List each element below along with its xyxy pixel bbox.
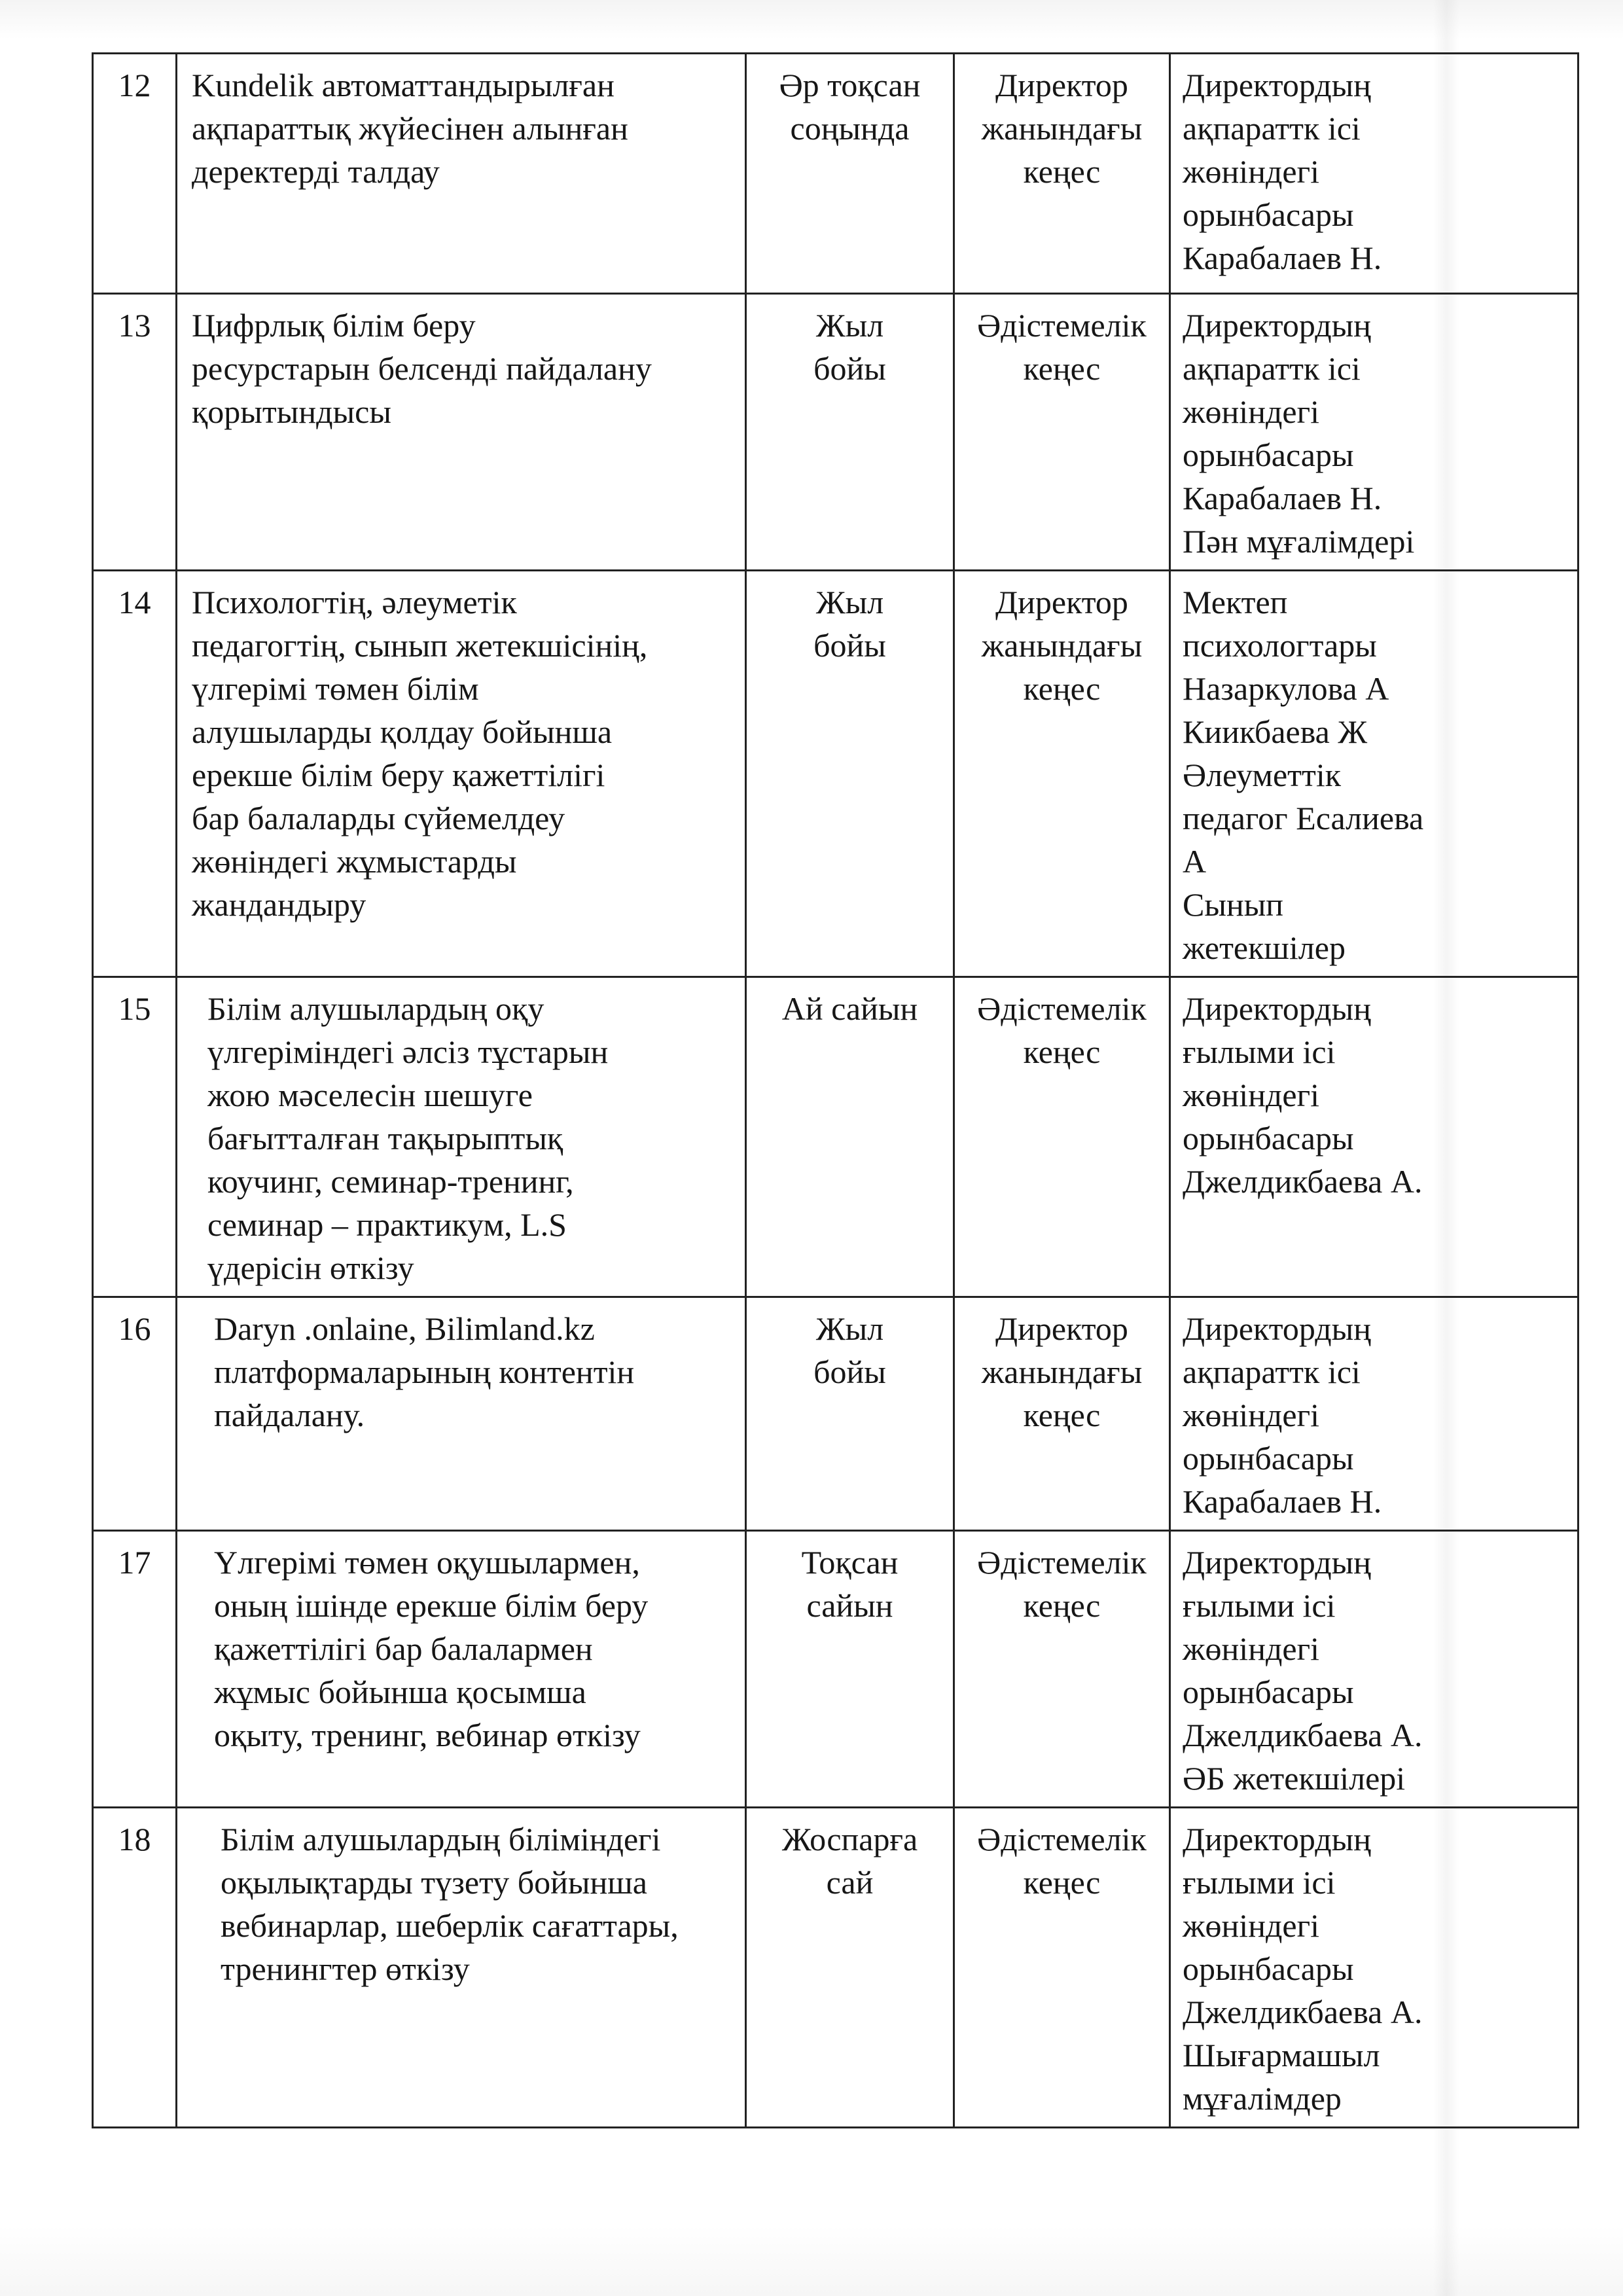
event-cell: Daryn .onlaine, Bilimland.kz платформаларының контентін пайдалану.: [177, 1297, 746, 1531]
row-number: 17: [93, 1531, 177, 1808]
form-cell: Әдістемелік кеңес: [954, 1531, 1170, 1808]
event-cell: Үлгерімі төмен оқушылармен, оның ішінде ерекше білім беру қажеттілігі бар балалармен жұмыс бойынша қосымша оқыту, тренинг, вебинар өткізу: [177, 1531, 746, 1808]
form-cell: Әдістемелік кеңес: [954, 1808, 1170, 2128]
responsible-cell: Директордың ақпараттк ісі жөніндегі орынбасары Карабалаев Н. Пән мұғалімдері: [1170, 294, 1578, 571]
period-cell: Жоспарға сай: [746, 1808, 954, 2128]
plan-table-container: [92, 52, 1577, 2128]
period-cell: Жыл бойы: [746, 1297, 954, 1531]
event-cell: Kundelik автоматтандырылған ақпараттық жүйесінен алынған деректерді талдау: [177, 54, 746, 294]
row-number: 18: [93, 1808, 177, 2128]
responsible-cell: Директордың ғылыми ісі жөніндегі орынбасары Джелдикбаева А. ӘБ жетекшілері: [1170, 1531, 1578, 1808]
plan-table: [92, 52, 1579, 2128]
event-cell: Білім алушылардың біліміндегі оқылықтарды түзету бойынша вебинарлар, шеберлік сағаттары, тренингтер өткізу: [177, 1808, 746, 2128]
row-number: 16: [93, 1297, 177, 1531]
form-cell: Әдістемелік кеңес: [954, 294, 1170, 571]
event-cell: Білім алушылардың оқу үлгеріміндегі әлсіз тұстарын жою мәселесін шешуге бағытталған тақырыптық коучинг, семинар-тренинг, семинар – практикум, L.S үдерісін өткізу: [177, 977, 746, 1297]
period-cell: Тоқсан сайын: [746, 1531, 954, 1808]
table-row: [93, 1531, 1578, 1808]
table-row: [93, 1808, 1578, 2128]
responsible-cell: Директордың ақпараттк ісі жөніндегі орынбасары Карабалаев Н.: [1170, 1297, 1578, 1531]
row-number: 14: [93, 571, 177, 977]
table-row: [93, 54, 1578, 294]
form-cell: Әдістемелік кеңес: [954, 977, 1170, 1297]
responsible-cell: Директордың ақпараттк ісі жөніндегі орынбасары Карабалаев Н.: [1170, 54, 1578, 294]
row-number: 12: [93, 54, 177, 294]
form-cell: Директор жанындағы кеңес: [954, 571, 1170, 977]
table-row: [93, 571, 1578, 977]
table-row: [93, 294, 1578, 571]
form-cell: Директор жанындағы кеңес: [954, 54, 1170, 294]
event-cell: Цифрлық білім беру ресурстарын белсенді пайдалану қорытындысы: [177, 294, 746, 571]
table-row: [93, 977, 1578, 1297]
period-cell: Жыл бойы: [746, 571, 954, 977]
row-number: 13: [93, 294, 177, 571]
period-cell: Жыл бойы: [746, 294, 954, 571]
period-cell: Ай сайын: [746, 977, 954, 1297]
period-cell: Әр тоқсан соңында: [746, 54, 954, 294]
responsible-cell: Мектеп психологтары Назаркулова А Киикбаева Ж Әлеуметтік педагог Есалиева А Сынып жетекшілер: [1170, 571, 1578, 977]
responsible-cell: Директордың ғылыми ісі жөніндегі орынбасары Джелдикбаева А.: [1170, 977, 1578, 1297]
responsible-cell: Директордың ғылыми ісі жөніндегі орынбасары Джелдикбаева А. Шығармашыл мұғалімдер: [1170, 1808, 1578, 2128]
table-row: [93, 1297, 1578, 1531]
row-number: 15: [93, 977, 177, 1297]
event-cell: Психологтің, әлеуметік педагогтің, сынып жетекшісінің, үлгерімі төмен білім алушыларды қолдау бойынша ерекше білім беру қажеттілігі бар балаларды сүйемелдеу жөніндегі жұмыстарды жандандыру: [177, 571, 746, 977]
form-cell: Директор жанындағы кеңес: [954, 1297, 1170, 1531]
